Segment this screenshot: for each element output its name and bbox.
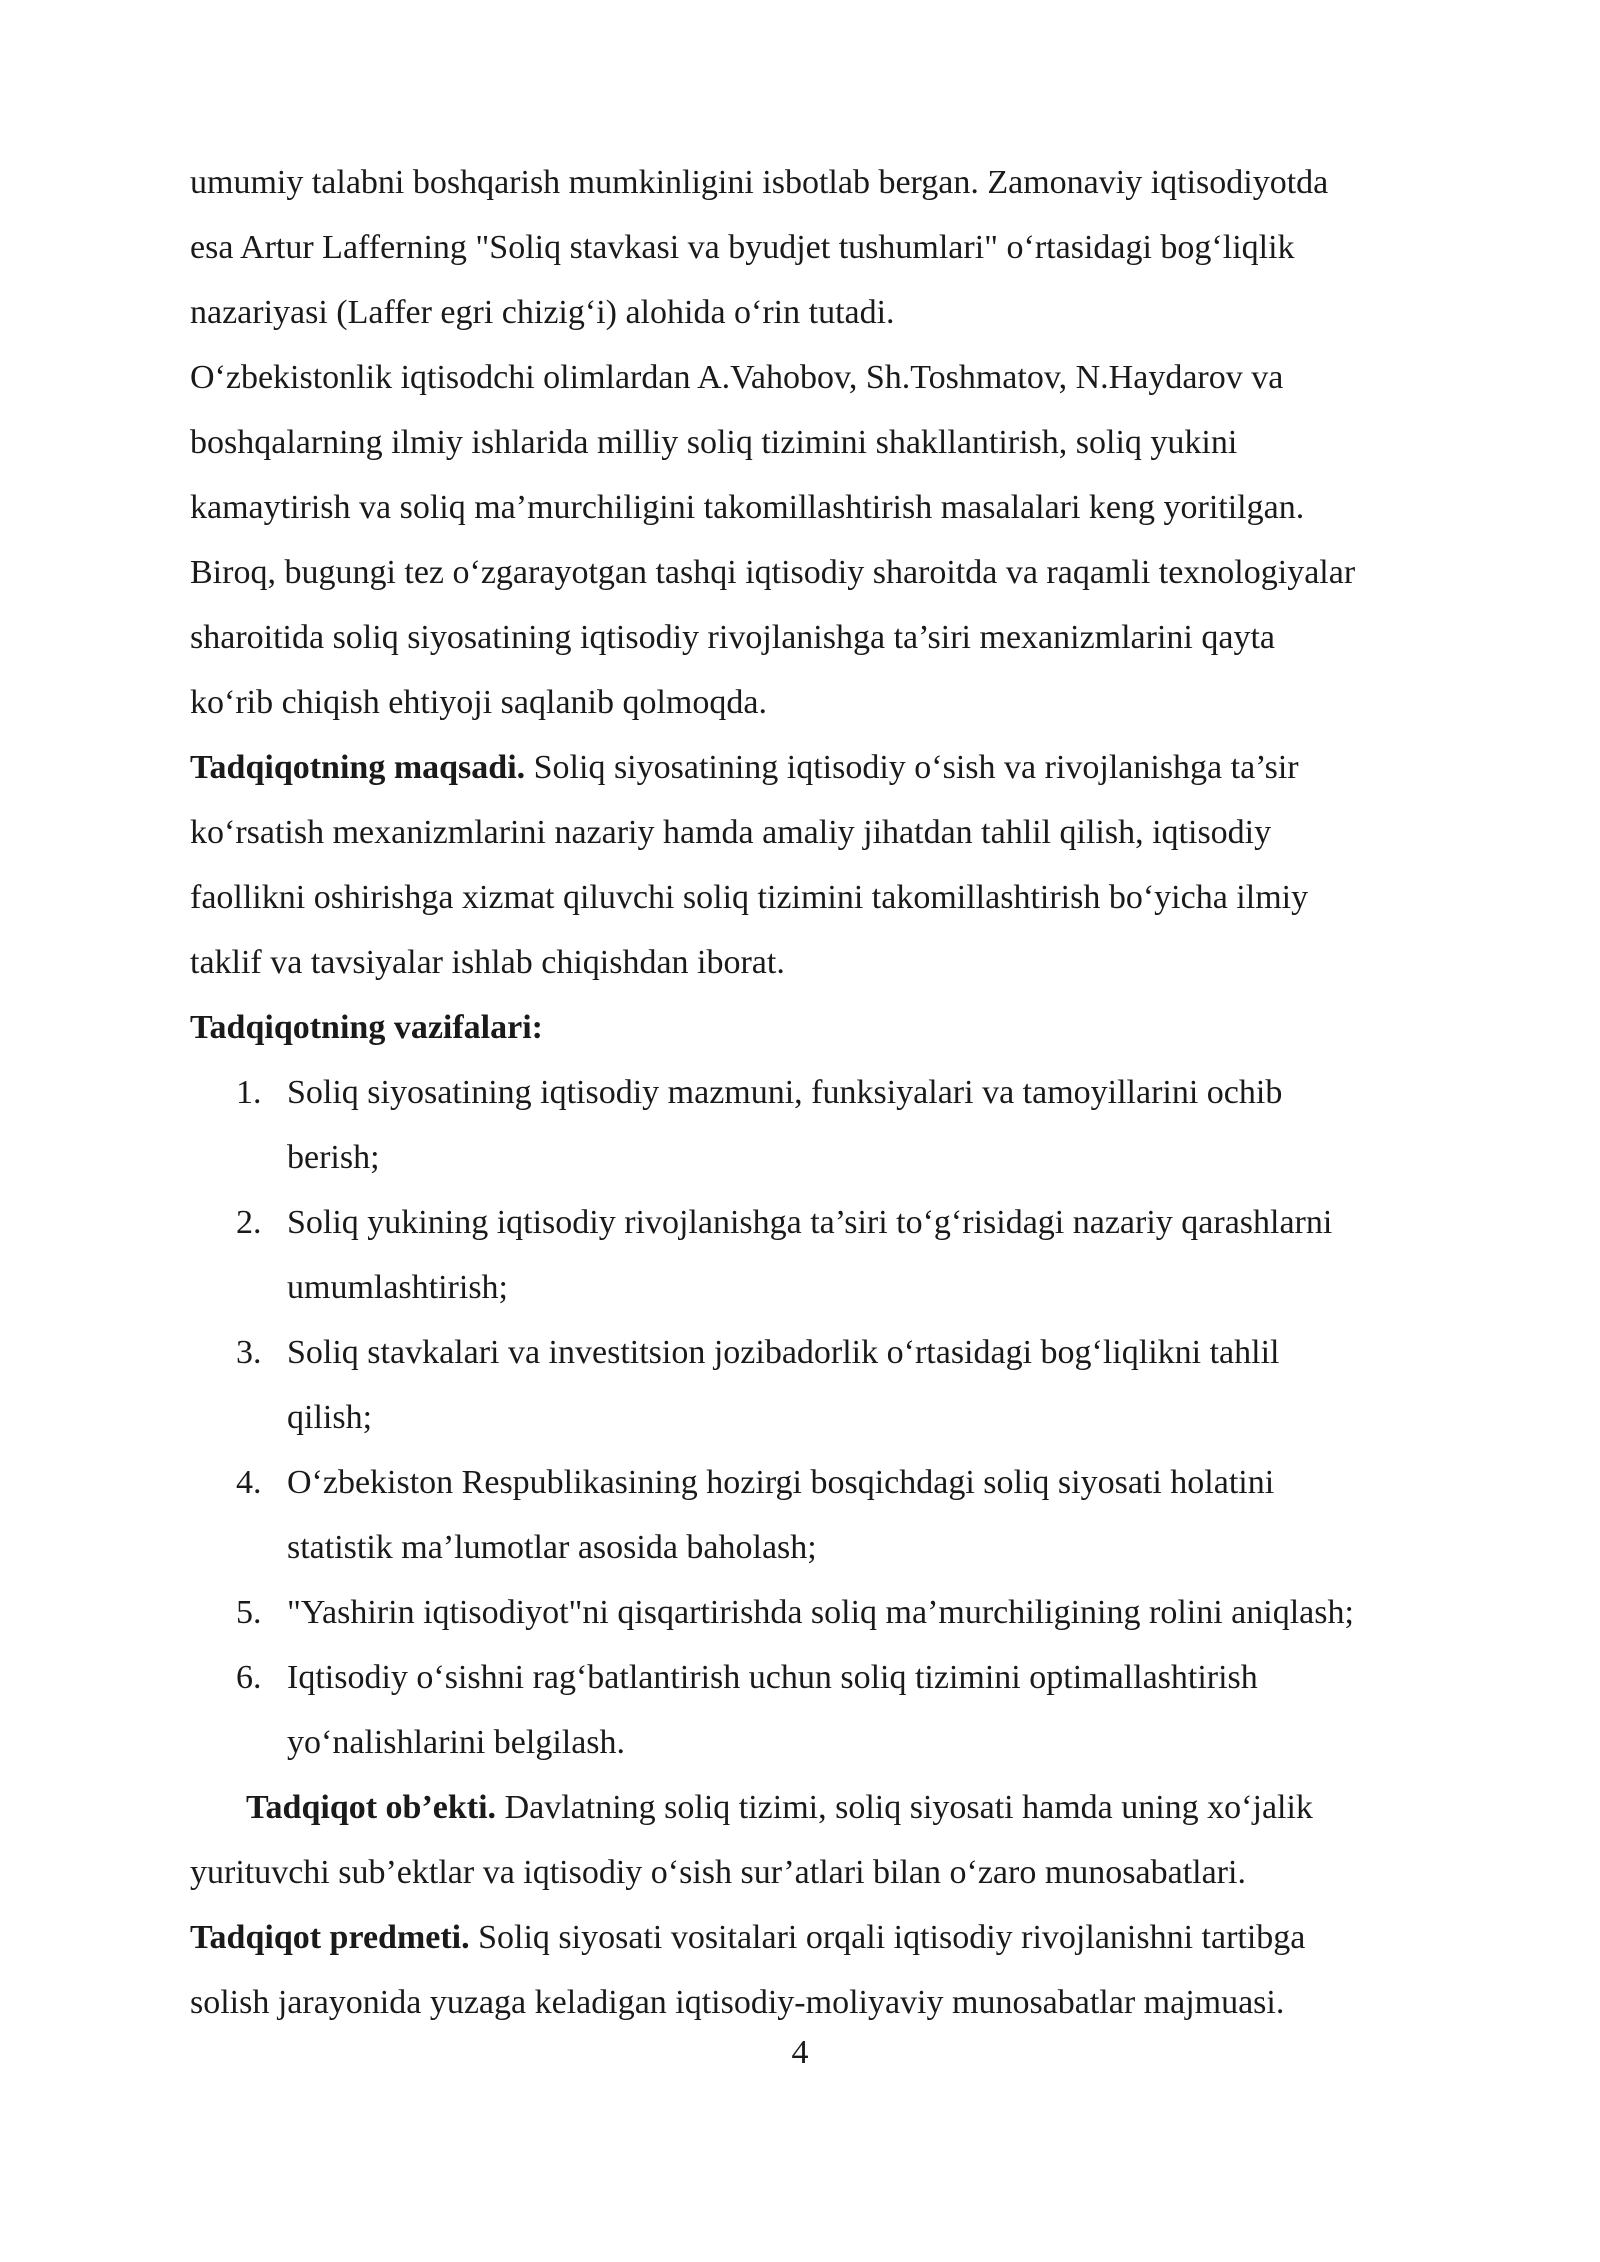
- paragraph-line: O‘zbekistonlik iqtisodchi olimlardan A.Vahobov, Sh.Toshmatov, N.Haydarov va: [190, 359, 1284, 396]
- list-item-text: "Yashirin iqtisodiyot"ni qisqartirishda soliq ma’murchiligining rolini aniqlash;: [287, 1594, 1354, 1631]
- paragraph-line: taklif va tavsiyalar ishlab chiqishdan iborat.: [190, 944, 785, 981]
- paragraph-line: ko‘rsatish mexanizmlarini nazariy hamda amaliy jihatdan tahlil qilish, iqtisodiy: [190, 814, 1272, 851]
- paragraph-line: esa Artur Lafferning "Soliq stavkasi va byudjet tushumlari" o‘rtasidagi bog‘liqlik: [190, 229, 1295, 266]
- paragraph-line: kamaytirish va soliq ma’murchiligini takomillashtirish masalalari keng yoritilgan.: [190, 489, 1305, 526]
- list-item: [190, 1450, 1490, 1515]
- list-item-text: Soliq yukining iqtisodiy rivojlanishga ta’siri to‘g‘risidagi nazariy qarashlarni: [287, 1204, 1333, 1241]
- list-item-number: 3.: [236, 1334, 262, 1371]
- paragraph-line: solish jarayonida yuzaga keladigan iqtisodiy-moliyaviy munosabatlar majmuasi.: [190, 1984, 1285, 2021]
- paragraph-line: faollikni oshirishga xizmat qiluvchi soliq tizimini takomillashtirish bo‘yicha ilmiy: [190, 879, 1309, 916]
- list-item: [190, 1580, 1490, 1645]
- tasks-heading: Tadqiqotning vazifalari:: [190, 1009, 543, 1046]
- list-item-continuation: yo‘nalishlarini belgilash.: [287, 1724, 626, 1761]
- object-first-line: [190, 1775, 1490, 1840]
- object-heading: Tadqiqot ob’ekti.: [246, 1789, 497, 1826]
- list-item: [190, 1060, 1490, 1125]
- list-item-number: 4.: [236, 1464, 262, 1501]
- list-item-text: O‘zbekiston Respublikasining hozirgi bosqichdagi soliq siyosati holatini: [287, 1464, 1275, 1501]
- list-item: [190, 1320, 1490, 1385]
- list-item-number: 6.: [236, 1659, 262, 1696]
- list-item: [190, 1645, 1490, 1710]
- goal-heading: Tadqiqotning maqsadi.: [190, 749, 526, 786]
- list-item-continuation: statistik ma’lumotlar asosida baholash;: [287, 1529, 817, 1566]
- page-body: [190, 150, 1490, 2035]
- list-item-continuation: berish;: [287, 1139, 380, 1176]
- paragraph-line: yurituvchi sub’ektlar va iqtisodiy o‘sish sur’atlari bilan o‘zaro munosabatlari.: [190, 1854, 1246, 1891]
- subject-text: Soliq siyosati vositalari orqali iqtisodiy rivojlanishni tartibga: [469, 1919, 1306, 1956]
- paragraph-line: Biroq, bugungi tez o‘zgarayotgan tashqi iqtisodiy sharoitda va raqamli texnologiyalar: [190, 554, 1356, 591]
- paragraph-line: umumiy talabni boshqarish mumkinligini isbotlab bergan. Zamonaviy iqtisodiyotda: [190, 164, 1329, 201]
- list-item-continuation: umumlashtirish;: [287, 1269, 508, 1306]
- list-item-number: 5.: [236, 1594, 262, 1631]
- paragraph-line: sharoitida soliq siyosatining iqtisodiy rivojlanishga ta’siri mexanizmlarini qayta: [190, 619, 1275, 656]
- object-text: Davlatning soliq tizimi, soliq siyosati hamda uning xo‘jalik: [496, 1789, 1313, 1826]
- page-number: 4: [791, 2034, 809, 2071]
- list-item-number: 2.: [236, 1204, 262, 1241]
- subject-first-line: [190, 1905, 1490, 1970]
- paragraph-line: nazariyasi (Laffer egri chizig‘i) alohida o‘rin tutadi.: [190, 294, 895, 331]
- list-item-text: Soliq stavkalari va investitsion jozibadorlik o‘rtasidagi bog‘liqlikni tahlil: [287, 1334, 1280, 1371]
- paragraph-line: boshqalarning ilmiy ishlarida milliy soliq tizimini shakllantirish, soliq yukini: [190, 424, 1238, 461]
- goal-first-line: [190, 735, 1490, 800]
- paragraph-line: ko‘rib chiqish ehtiyoji saqlanib qolmoqda.: [190, 684, 767, 721]
- subject-heading: Tadqiqot predmeti.: [190, 1919, 470, 1956]
- list-item-text: Iqtisodiy o‘sishni rag‘batlantirish uchun soliq tizimini optimallashtirish: [287, 1659, 1258, 1696]
- list-item-number: 1.: [236, 1074, 262, 1111]
- tasks-heading-line: [190, 995, 1490, 1060]
- list-item-continuation: qilish;: [287, 1399, 373, 1436]
- list-item-text: Soliq siyosatining iqtisodiy mazmuni, funksiyalari va tamoyillarini ochib: [287, 1074, 1283, 1111]
- goal-text: Soliq siyosatining iqtisodiy o‘sish va rivojlanishga ta’sir: [525, 749, 1299, 786]
- list-item: [190, 1190, 1490, 1255]
